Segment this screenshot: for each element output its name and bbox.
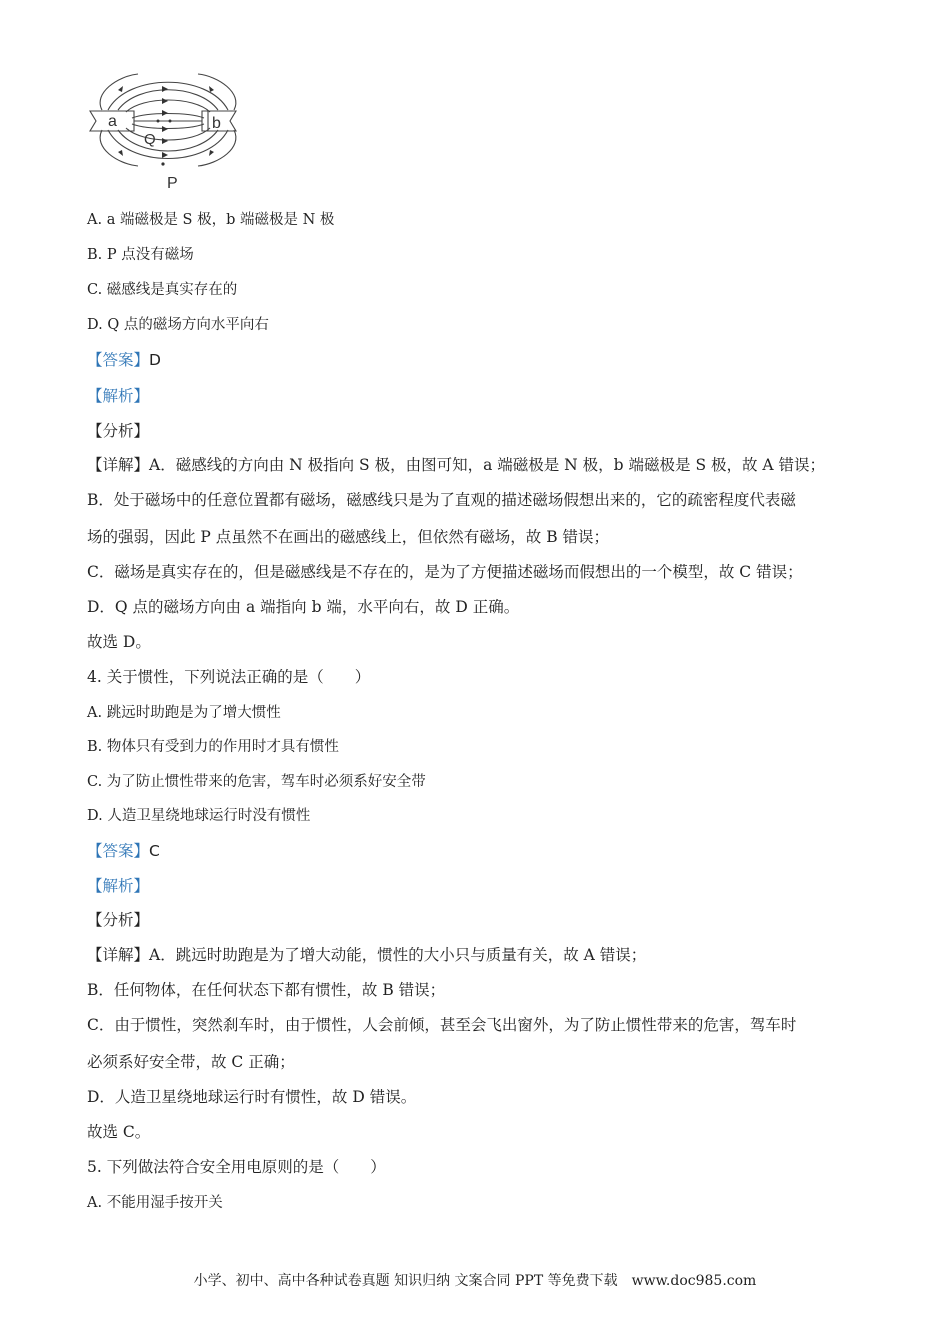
- q3-answer: [87, 350, 161, 370]
- q5-option-a: A. 不能用湿手按开关: [87, 1195, 223, 1211]
- q3-detail-line: B．处于磁场中的任意位置都有磁场，磁感线只是为了直观的描述磁场假想出来的，它的疏密程度代表磁: [87, 491, 796, 509]
- q4-conclusion: 故选 C。: [87, 1123, 151, 1141]
- q4-detail-line: 【详解】A．跳远时助跑是为了增大动能，惯性的大小只与质量有关，故 A 错误；: [87, 946, 647, 964]
- figure-label-q: Q: [144, 131, 156, 148]
- q3-fenxi-tag: 【分析】: [87, 422, 150, 440]
- q4-answer: [87, 841, 160, 861]
- magnetic-field-figure: [88, 68, 248, 198]
- q3-detail-line: D．Q 点的磁场方向由 a 端指向 b 端，水平向右，故 D 正确。: [87, 598, 520, 616]
- q4-question: 4. 关于惯性，下列说法正确的是（ ）: [87, 668, 371, 686]
- answer-value: C: [149, 842, 160, 860]
- q4-detail-line: B．任何物体，在任何状态下都有惯性，故 B 错误；: [87, 981, 446, 999]
- answer-tag: 【答案】: [87, 351, 150, 369]
- q4-option-c: C. 为了防止惯性带来的危害，驾车时必须系好安全带: [87, 774, 426, 790]
- page-footer: 小学、初中、高中各种试卷真题 知识归纳 文案合同 PPT 等免费下载 www.doc985.com: [193, 1273, 757, 1289]
- figure-label-a: a: [108, 113, 117, 130]
- q4-detail-line: C．由于惯性，突然刹车时，由于惯性，人会前倾，甚至会飞出窗外，为了防止惯性带来的危害，驾车时: [87, 1016, 797, 1034]
- figure-label-p: P: [167, 175, 178, 192]
- figure-label-b: b: [212, 115, 221, 132]
- q3-option-b: B. P 点没有磁场: [87, 247, 194, 263]
- q3-option-a: A. a 端磁极是 S 极，b 端磁极是 N 极: [87, 212, 335, 228]
- q4-fenxi-tag: 【分析】: [87, 911, 150, 929]
- q4-detail-line: 必须系好安全带，故 C 正确；: [87, 1053, 295, 1071]
- q3-detail-line: C．磁场是真实存在的，但是磁感线是不存在的，是为了方便描述磁场而假想出的一个模型，故 C 错误；: [87, 563, 803, 581]
- q3-option-c: C. 磁感线是真实存在的: [87, 282, 238, 298]
- q4-option-d: D. 人造卫星绕地球运行时没有惯性: [87, 808, 311, 824]
- q3-detail-line: 场的强弱，因此 P 点虽然不在画出的磁感线上，但依然有磁场，故 B 错误；: [87, 528, 610, 546]
- q4-option-b: B. 物体只有受到力的作用时才具有惯性: [87, 739, 339, 755]
- q3-option-d: D. Q 点的磁场方向水平向右: [87, 317, 269, 333]
- q3-jiexi-tag: 【解析】: [87, 387, 150, 405]
- q4-option-a: A. 跳远时助跑是为了增大惯性: [87, 705, 281, 721]
- answer-tag: 【答案】: [87, 842, 150, 860]
- q3-conclusion: 故选 D。: [87, 633, 151, 651]
- q5-question: 5. 下列做法符合安全用电原则的是（ ）: [87, 1158, 386, 1176]
- answer-value: D: [149, 351, 161, 369]
- q4-detail-line: D．人造卫星绕地球运行时有惯性，故 D 错误。: [87, 1088, 417, 1106]
- q4-jiexi-tag: 【解析】: [87, 877, 150, 895]
- q3-detail-line: 【详解】A．磁感线的方向由 N 极指向 S 极，由图可知，a 端磁极是 N 极，b 端磁极是 S 极，故 A 错误；: [87, 456, 826, 474]
